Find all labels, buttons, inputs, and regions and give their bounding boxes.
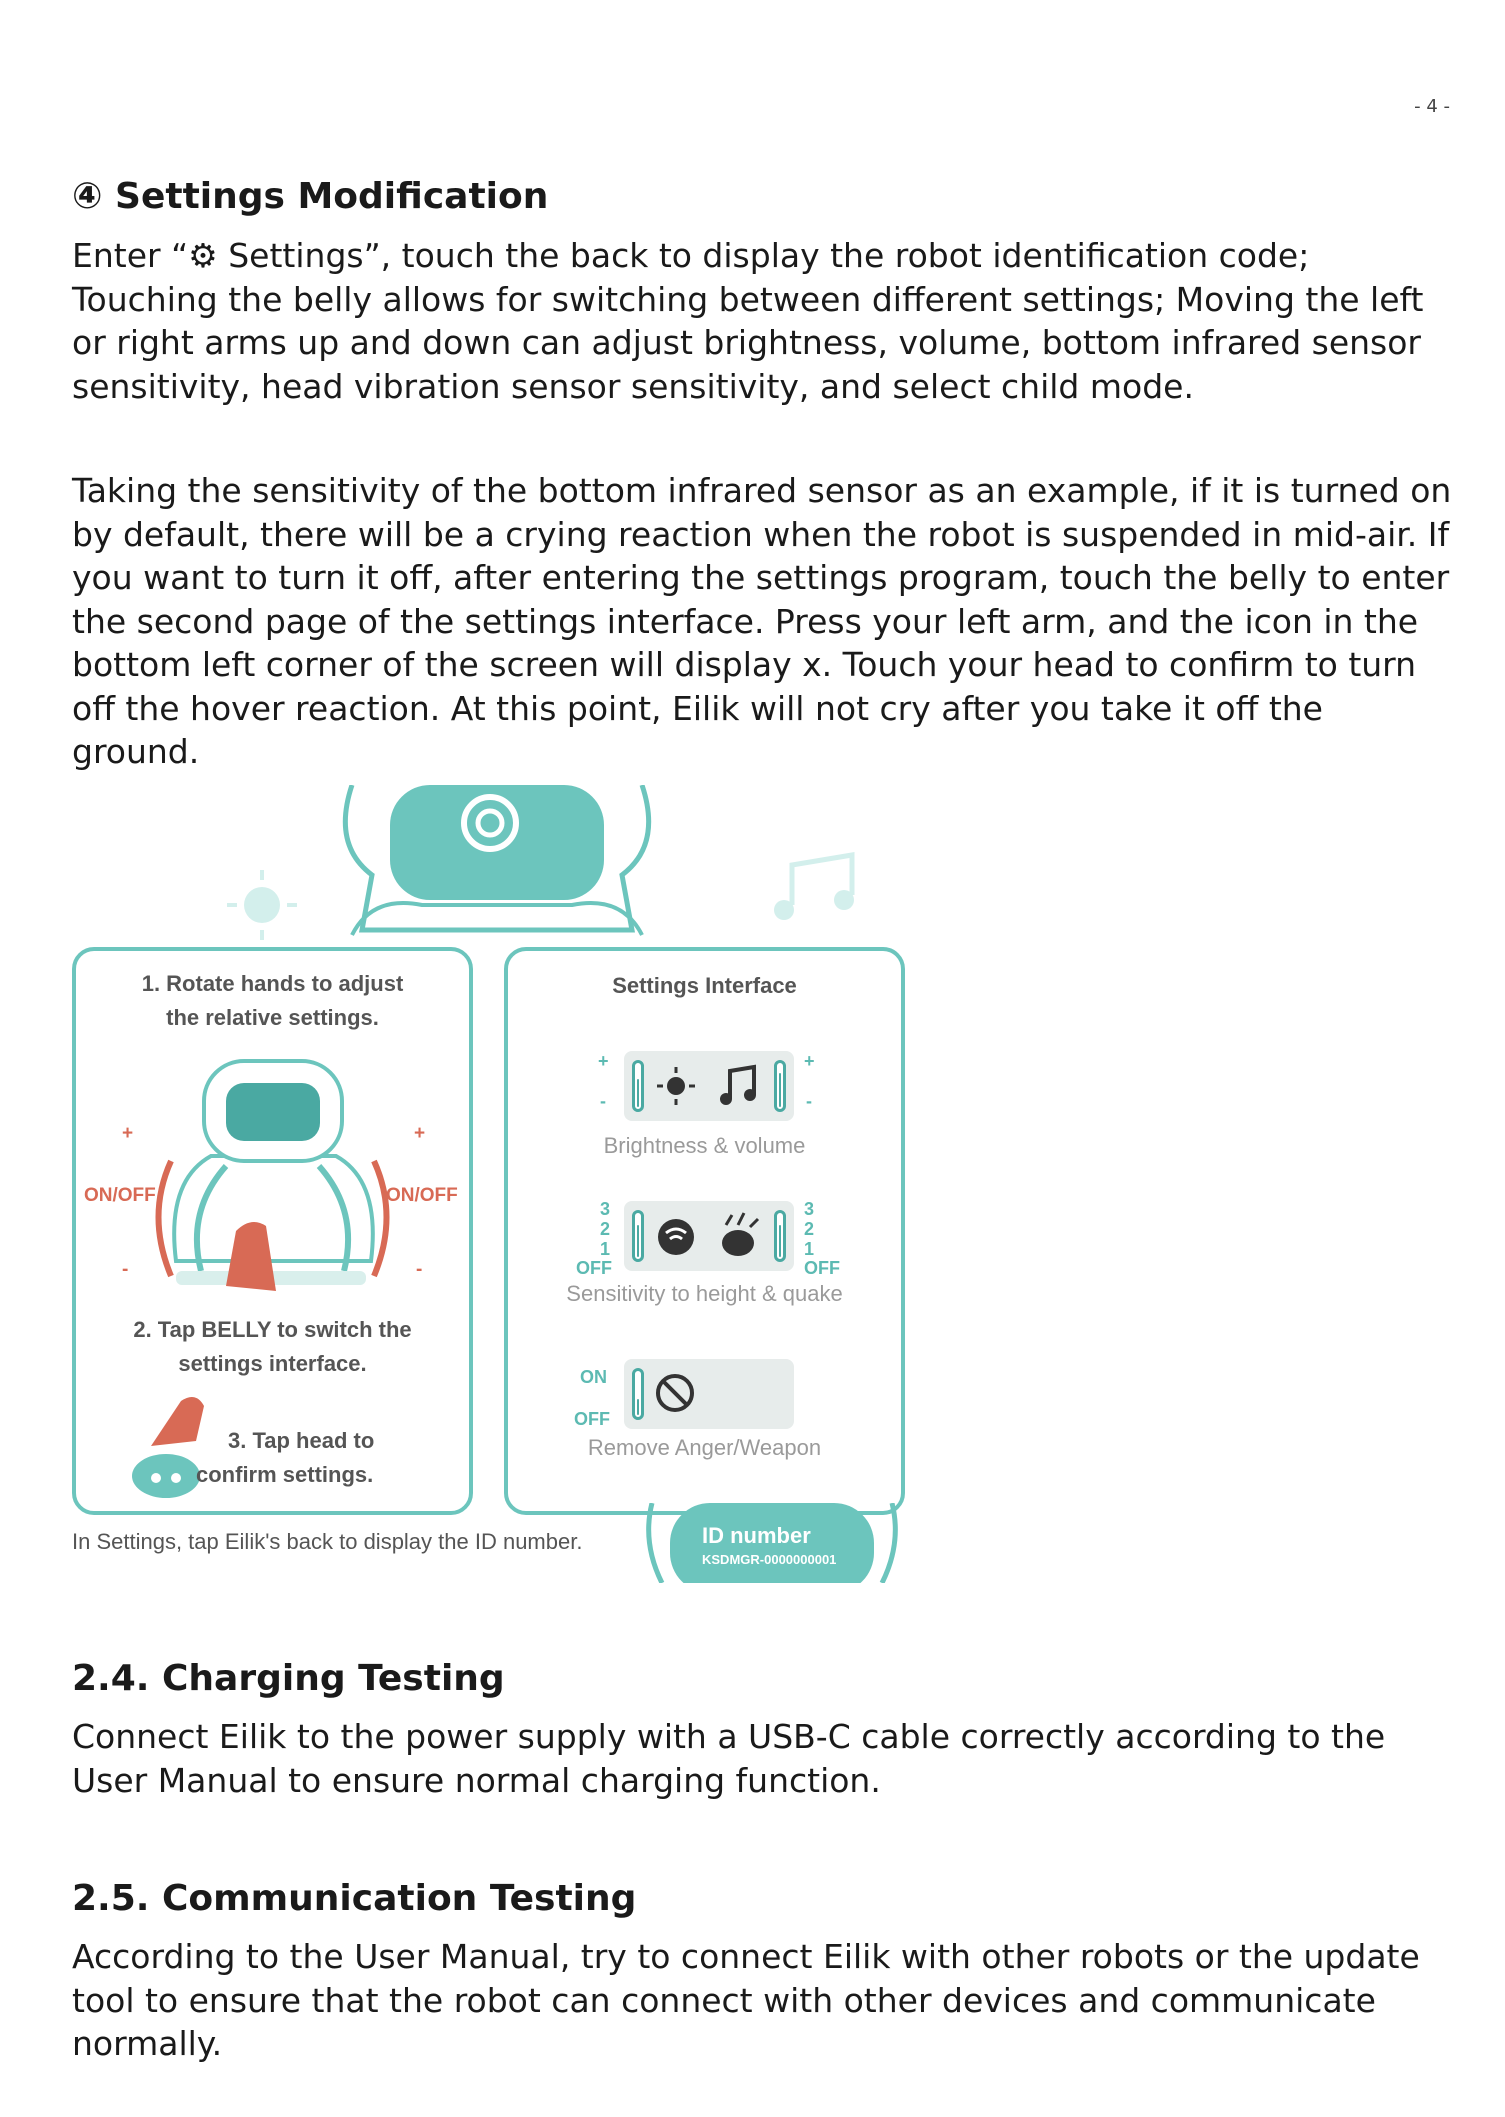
section-title-settings: ④ Settings Modification bbox=[72, 176, 549, 217]
row1-plus-right: + bbox=[804, 1051, 815, 1071]
row3-off-label: OFF bbox=[574, 1409, 610, 1429]
row3-caption: Remove Anger/Weapon bbox=[587, 1435, 822, 1460]
brightness-volume-screen bbox=[624, 1051, 794, 1121]
row3-on-label: ON bbox=[580, 1367, 607, 1387]
instructions-panel bbox=[72, 947, 473, 1515]
row2-off-right: OFF bbox=[804, 1258, 840, 1278]
row2-l1-left: 1 bbox=[600, 1239, 611, 1259]
section-title-communication: 2.5. Communication Testing bbox=[72, 1878, 637, 1919]
robot-head-illustration bbox=[72, 785, 912, 965]
onoff-right-label: ON/OFF bbox=[386, 1185, 458, 1206]
charging-paragraph: Connect Eilik to the power supply with a USB-C cable correctly according to the User Manual to ensure normal charging function. bbox=[72, 1717, 1386, 1800]
robot-body-illustration bbox=[76, 1041, 469, 1311]
section-title-charging: 2.4. Charging Testing bbox=[72, 1658, 505, 1699]
id-caption: In Settings, tap Eilik's back to display the ID number. bbox=[72, 1529, 583, 1554]
page-number: - 4 - bbox=[1414, 96, 1450, 117]
communication-paragraph: According to the User Manual, try to connect Eilik with other robots or the update tool to ensure that the robot can connect with other devices and communicate normally. bbox=[72, 1937, 1420, 2063]
step2-line1: 2. Tap BELLY to switch the bbox=[133, 1317, 412, 1342]
row2-l2-left: 2 bbox=[600, 1219, 611, 1239]
step2-line2: settings interface. bbox=[178, 1351, 367, 1376]
onoff-left-label: ON/OFF bbox=[84, 1185, 156, 1206]
row2-l1-right: 1 bbox=[804, 1239, 815, 1259]
minus-right: - bbox=[416, 1259, 423, 1280]
step1-line2: the relative settings. bbox=[166, 1005, 379, 1030]
plus-left: + bbox=[122, 1123, 134, 1144]
row2-l3-left: 3 bbox=[600, 1199, 611, 1219]
sensitivity-screen bbox=[624, 1201, 794, 1271]
row2-l2-right: 2 bbox=[804, 1219, 815, 1239]
sun-note-icon bbox=[654, 1063, 764, 1109]
id-label: ID number bbox=[702, 1523, 811, 1548]
settings-figure bbox=[72, 785, 912, 1595]
id-value: KSDMGR-0000000001 bbox=[702, 1552, 837, 1567]
row1-plus-left: + bbox=[598, 1051, 609, 1071]
settings-interface-panel bbox=[504, 947, 905, 1515]
row2-off-left: OFF bbox=[576, 1258, 612, 1278]
row1-minus-right: - bbox=[806, 1091, 812, 1111]
step3-line1: 3. Tap head to bbox=[228, 1428, 375, 1453]
plus-right: + bbox=[414, 1123, 426, 1144]
step1-line1: 1. Rotate hands to adjust bbox=[141, 971, 404, 996]
minus-left: - bbox=[122, 1259, 129, 1280]
height-quake-icon bbox=[654, 1211, 764, 1261]
no-weapon-icon bbox=[654, 1372, 700, 1418]
remove-anger-screen bbox=[624, 1359, 794, 1429]
row1-caption: Brightness & volume bbox=[603, 1133, 806, 1158]
step3-line2: confirm settings. bbox=[196, 1462, 374, 1487]
row2-l3-right: 3 bbox=[804, 1199, 815, 1219]
settings-interface-title: Settings Interface bbox=[612, 973, 797, 998]
row1-minus-left: - bbox=[600, 1091, 606, 1111]
settings-paragraph-1: Enter “⚙ Settings”, touch the back to display the robot identification code; Touching the belly allows for switching between different settings; Moving the left or right arms up and down can adjust brightness, volume, bottom infrared sensor sensitivity, head vibration sensor sensitivity, and select child mode. bbox=[72, 236, 1424, 406]
settings-paragraph-2: Taking the sensitivity of the bottom infrared sensor as an example, if it is turned on by default, there will be a crying reaction when the robot is suspended in mid-air. If you want to turn it off, after entering the settings program, touch the belly to enter the second page of the settings interface. Press your left arm, and the icon in the bottom left corner of the screen will display x. Touch your head to confirm to turn off the hover reaction. At this point, Eilik will not cry after you take it off the ground. bbox=[72, 471, 1452, 771]
row2-caption: Sensitivity to height & quake bbox=[566, 1281, 843, 1306]
